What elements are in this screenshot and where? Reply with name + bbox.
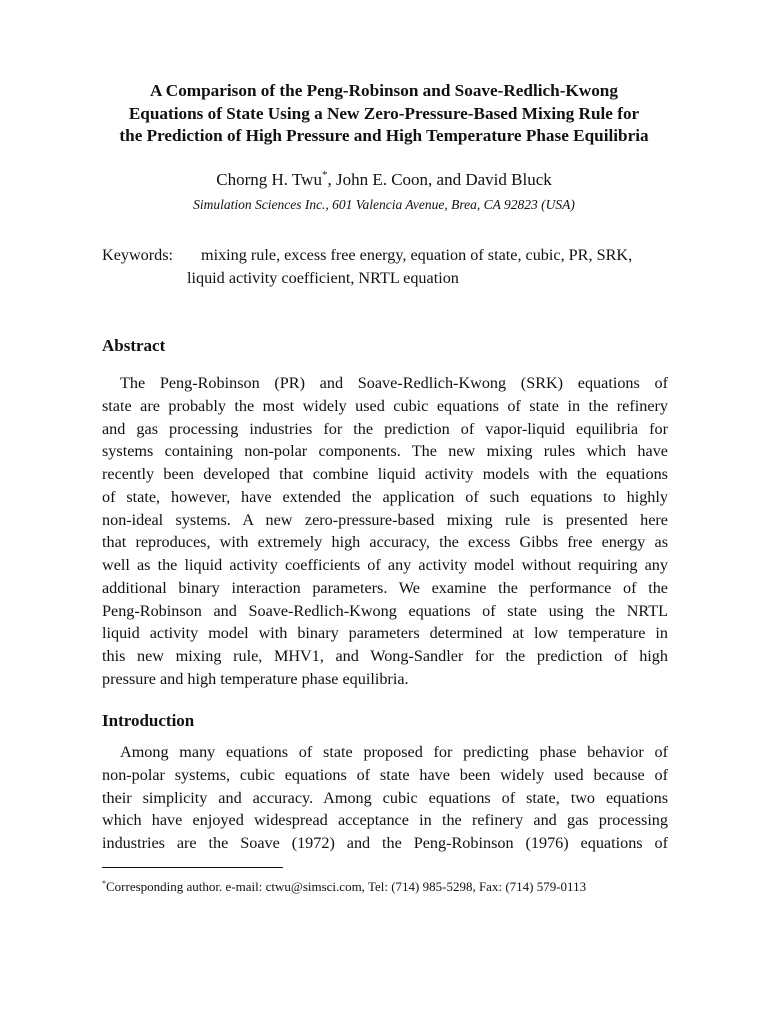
title-line: Equations of State Using a New Zero-Pressure-Based Mixing Rule for [128, 103, 640, 123]
keywords-label: Keywords: [102, 246, 174, 264]
affiliation: Simulation Sciences Inc., 601 Valencia Avenue, Brea, CA 92823 (USA) [193, 197, 575, 212]
keywords-line: mixing rule, excess free energy, equation of state, cubic, PR, SRK, [201, 246, 633, 264]
keywords-list [187, 244, 687, 290]
footnote [102, 878, 586, 896]
author-list [0, 169, 768, 191]
abstract-line: that reproduces, with extremely high accuracy, the excess Gibbs free energy as [102, 533, 668, 552]
introduction-paragraph [102, 741, 668, 855]
abstract-line: liquid activity model with binary parameters determined at low temperature in [102, 624, 668, 643]
introduction-heading: Introduction [102, 711, 195, 730]
abstract-line: of state, however, have extended the application of such equations to highly [102, 487, 668, 506]
title-line: A Comparison of the Peng-Robinson and Soave-Redlich-Kwong [150, 81, 618, 100]
abstract-line: non-ideal systems. A new zero-pressure-based mixing rule is presented here [102, 510, 668, 529]
other-authors: , John E. Coon, and David Bluck [327, 170, 552, 189]
abstract-line: state are probably the most widely used cubic equations of state in the refinery [102, 396, 668, 415]
abstract-line: Peng-Robinson and Soave-Redlich-Kwong equations of state using the NRTL [102, 601, 668, 620]
introduction-line: industries are the Soave (1972) and the Peng-Robinson (1976) equations of [102, 834, 668, 852]
keywords-line: liquid activity coefficient, NRTL equation [187, 269, 459, 287]
title-line: the Prediction of High Pressure and High Temperature Phase Equilibria [119, 126, 649, 145]
abstract-paragraph [102, 372, 668, 691]
corresponding-author-marker: * [321, 169, 328, 181]
author-name: Chorng H. Twu [216, 170, 322, 189]
footnote-text: Corresponding author. e-mail: ctwu@simsci.com, Tel: (714) 985-5298, Fax: (714) 579-0113 [106, 879, 587, 894]
abstract-heading: Abstract [102, 336, 166, 355]
abstract-line: The Peng-Robinson (PR) and Soave-Redlich-Kwong (SRK) equations of [120, 374, 668, 392]
footnote-marker: * [102, 879, 106, 888]
introduction-line: which have enjoyed widespread acceptance in the refinery and gas processing [102, 811, 668, 830]
paper-title [60, 80, 708, 148]
abstract-line: this new mixing rule, MHV1, and Wong-Sandler for the prediction of high [102, 647, 668, 665]
abstract-line: recently been developed that combine liquid activity models with the equations [102, 465, 668, 483]
abstract-line: systems containing non-polar components. The new mixing rules which have [102, 442, 668, 461]
abstract-line: pressure and high temperature phase equilibria. [102, 669, 409, 688]
abstract-line: well as the liquid activity coefficients of any activity model without requiring any [102, 556, 668, 574]
introduction-line: Among many equations of state proposed for predicting phase behavior of [120, 743, 668, 761]
introduction-line: non-polar systems, cubic equations of state have been widely used because of [102, 765, 668, 784]
abstract-line: and gas processing industries for the prediction of vapor-liquid equilibria for [102, 419, 668, 438]
abstract-line: additional binary interaction parameters. We examine the performance of the [102, 578, 668, 597]
introduction-line: their simplicity and accuracy. Among cubic equations of state, two equations [102, 788, 668, 807]
footnote-separator [102, 867, 283, 868]
